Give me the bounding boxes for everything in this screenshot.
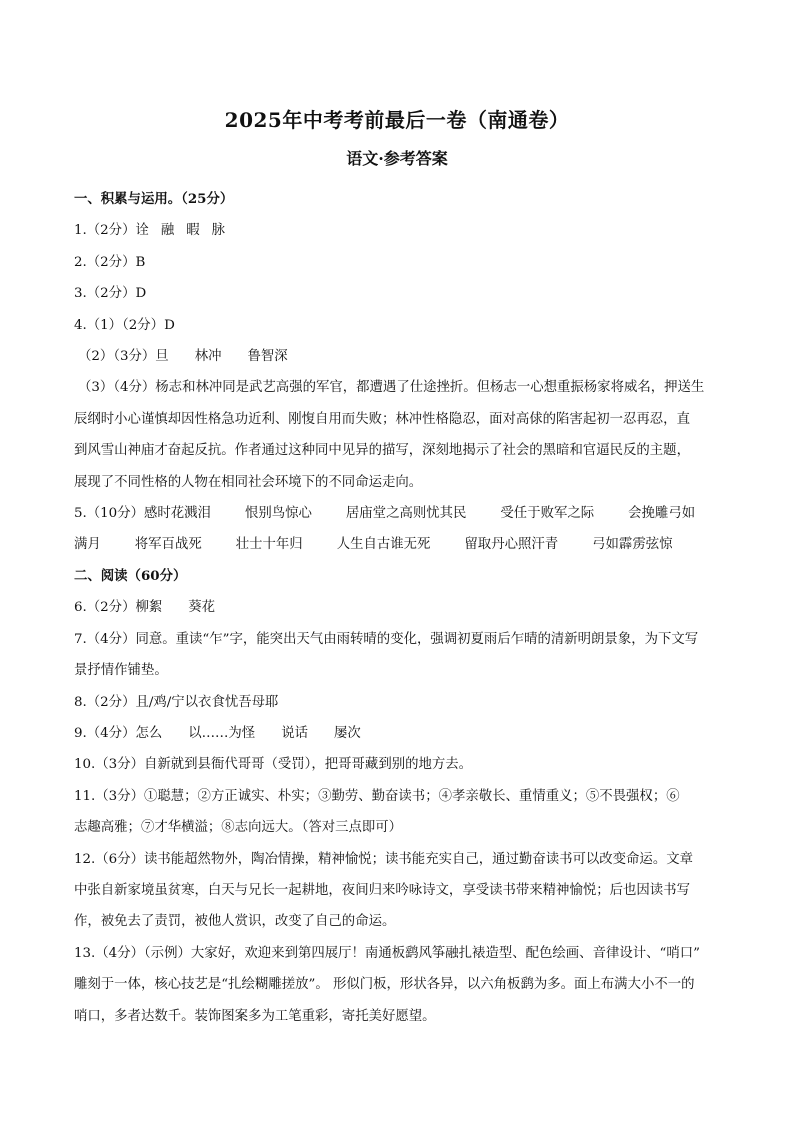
answer-item: 融: [160, 223, 175, 239]
answer-q4-1: [74, 310, 724, 341]
answer-q13-line: 哨口，多者达数千。装饰图案多为工笔重彩，寄托美好愿望。: [74, 1008, 436, 1024]
answer-item: 脉: [211, 223, 226, 239]
answer-label: （2）（3分）: [78, 349, 156, 365]
answer-item: 受任于败军之际: [500, 506, 595, 522]
answer-q2: [74, 247, 724, 278]
answer-item: 会挽雕弓如: [628, 506, 696, 522]
answer-item: 鲁智深: [247, 349, 288, 365]
section-heading-2: 二、阅读（60分）: [74, 567, 187, 584]
answer-q5-row-2: [74, 529, 724, 560]
section-heading-1: 一、积累与运用。（25分）: [74, 191, 234, 207]
answer-q4-3-line: 辰纲时小心谨慎却因性格急功近利、刚愎自用而失败；林冲性格隐忍，面对高俅的陷害起初一忍再忍，直: [74, 411, 690, 427]
answer-q13-line: 13.（4分）（示例）大家好，欢迎来到第四展厅！南通板鹞风筝融扎裱造型、配色绘画、音律设计、“哨口”: [74, 945, 700, 961]
answer-q12-line: 12.（6分）读书能超然物外，陶冶情操，精神愉悦；读书能充实自己，通过勤奋读书可以改变命运。文章: [74, 851, 693, 867]
answer-item: 葵花: [188, 600, 216, 616]
answer-q7-line: 景抒情作铺垫。: [74, 663, 168, 679]
answer-q4-2: [74, 341, 724, 372]
answer-q4-3-line: 到风雪山神庙才奋起反抗。作者通过这种同中见异的描写，深刻地揭示了社会的黑暗和官逼民反的主题，: [74, 443, 690, 459]
answer-label: 2.（2分）: [74, 254, 136, 270]
answer-item: D: [164, 317, 175, 333]
answer-item: 人生自古谁无死: [336, 537, 431, 553]
answer-label: 5.（10分）: [74, 506, 144, 522]
answer-label: 6.（2分）: [74, 600, 136, 616]
answer-q9: [74, 718, 724, 749]
answer-item: 林冲: [194, 349, 222, 365]
answer-label: 4.（1）（2分）: [74, 317, 165, 333]
answer-label: 3.（2分）: [74, 286, 136, 302]
answer-item: 且/鸡/宁以衣食忧吾母耶: [135, 694, 279, 710]
answer-item: 以……为怪: [188, 725, 256, 741]
answer-q10: 10.（3分）自新就到县衙代哥哥（受罚），把哥哥藏到别的地方去。: [74, 757, 473, 773]
answer-label: 9.（4分）: [74, 725, 136, 741]
answer-q12-line: 作，被免去了责罚，被他人赏识，改变了自己的命运。: [74, 914, 396, 930]
answer-item: 感时花溅泪: [144, 506, 211, 522]
answer-q5-row-1: [74, 498, 724, 529]
answer-q1: [74, 215, 724, 246]
answer-item: 将军百战死: [134, 537, 202, 553]
answer-item: 旦: [155, 349, 169, 365]
answer-item: 满月: [74, 537, 101, 553]
answer-item: 柳絮: [135, 600, 163, 616]
answer-q11-line: 11.（3分）①聪慧；②方正诚实、朴实；③勤劳、勤奋读书；④孝亲敬长、重情重义；⑤不畏强权；⑥: [74, 788, 680, 804]
answer-content: [74, 184, 724, 1032]
answer-q13-line: 雕刻于一体，核心技艺是“扎绘糊雕搓放”。 形似门板，形状各异，以六角板鹞为多。面上布满大小不一的: [74, 977, 695, 993]
answer-item: 诠: [135, 223, 149, 239]
answer-item: 弓如霹雳弦惊: [592, 537, 673, 553]
answer-item: 怎么: [135, 725, 163, 741]
document-title: 2025年中考考前最后一卷（南通卷）: [224, 108, 570, 132]
answer-q8: [74, 687, 724, 718]
answer-item: 暇: [186, 223, 200, 239]
document-subtitle: 语文·参考答案: [346, 149, 448, 168]
answer-item: B: [135, 254, 146, 270]
answer-item: 壮士十年归: [235, 537, 303, 553]
answer-item: 说话: [281, 725, 308, 741]
answer-q7-line: 7.（4分）同意。重读“乍”字，能突出天气由雨转晴的变化，强调初夏雨后乍晴的清新明朗景象，为下文写: [74, 631, 699, 647]
answer-q6: [74, 592, 724, 623]
answer-item: D: [135, 286, 147, 302]
answer-q11-line: 志趣高雅；⑦才华横溢；⑧志向远大。（答对三点即可）: [74, 820, 403, 836]
answer-item: 居庙堂之高则忧其民: [345, 506, 467, 522]
answer-q4-3-line: 展现了不同性格的人物在相同社会环境下的不同命运走向。: [74, 474, 423, 490]
answer-q3: [74, 278, 724, 309]
answer-label: 1.（2分）: [74, 223, 136, 239]
answer-q12-line: 中张自新家境虽贫寒，白天与兄长一起耕地，夜间归来吟咏诗文，享受读书带来精神愉悦；后也因读书写: [74, 882, 690, 898]
answer-item: 恨别鸟惊心: [244, 506, 312, 522]
answer-q4-3-line: （3）（4分）杨志和林冲同是武艺高强的军官，都遭遇了仕途挫折。但杨志一心想重振杨家将威名，押送生: [78, 380, 705, 396]
answer-label: 8.（2分）: [74, 694, 136, 710]
answer-item: 留取丹心照汗青: [464, 537, 559, 553]
answer-item: 屡次: [333, 725, 361, 741]
